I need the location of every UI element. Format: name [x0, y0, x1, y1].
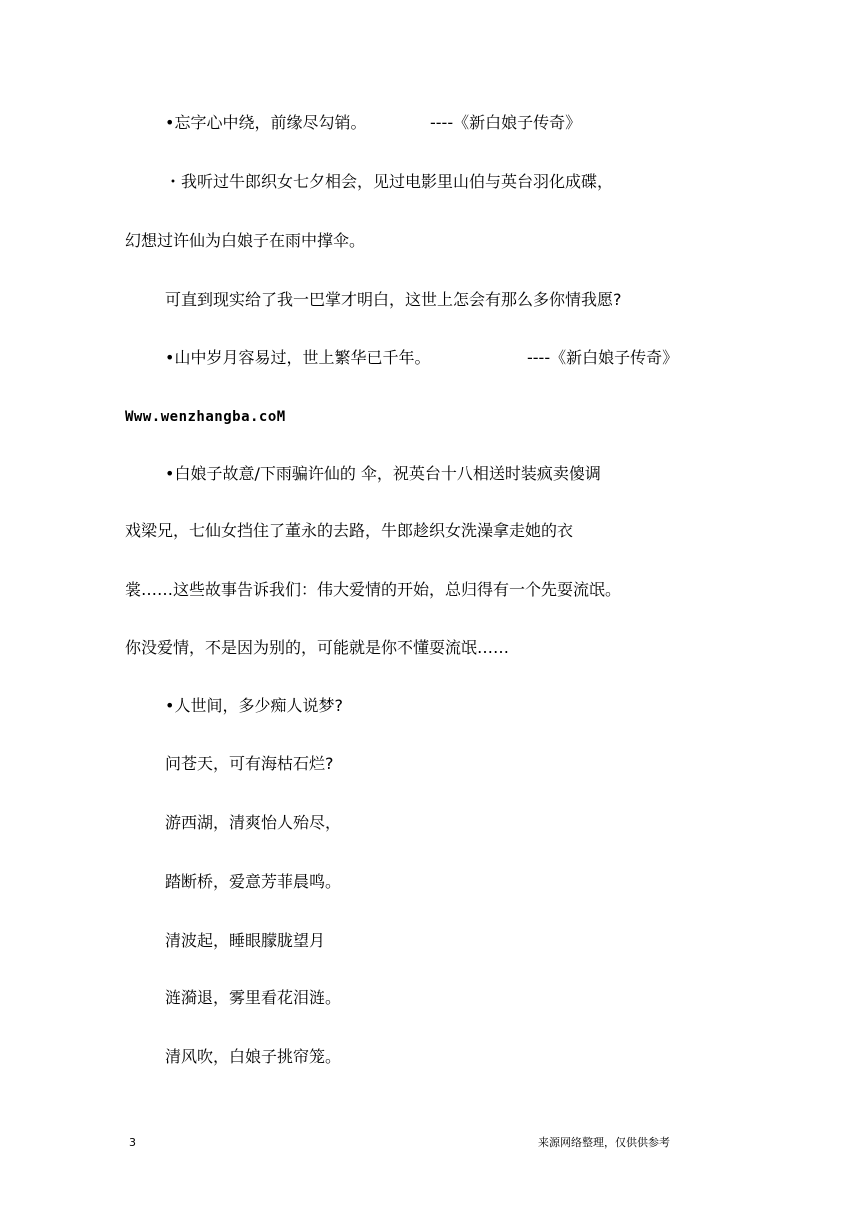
line-text: 问苍天，可有海枯石烂?: [165, 754, 334, 773]
line-text: ・我听过牛郎织女七夕相会，见过电影里山伯与英台羽化成碟，: [165, 172, 614, 191]
text-line: [165, 696, 343, 716]
text-line: [165, 172, 613, 192]
line-text: Www.wenzhangba.coM: [125, 409, 286, 425]
footer-note: 来源网络整理，仅供供参考: [538, 1136, 670, 1149]
line-text: •白娘子故意/下雨骗许仙的 伞，祝英台十八相送时装疯卖傻调: [165, 464, 601, 483]
text-line: [125, 521, 573, 541]
line-text: •人世间，多少痴人说梦?: [165, 696, 343, 715]
text-line: [125, 231, 365, 251]
line-text: 涟漪退，雾里看花泪涟。: [165, 988, 342, 1007]
text-line: [165, 754, 334, 774]
text-line: [165, 931, 325, 951]
line-text: •忘字心中绕，前缘尽勾销。: [165, 113, 367, 132]
line-text: 踏断桥，爱意芳菲晨鸣。: [165, 872, 342, 891]
text-line: [165, 348, 679, 368]
line-text: 裳……这些故事告诉我们：伟大爱情的开始，总归得有一个先耍流氓。: [125, 580, 622, 599]
citation: ----《新白娘子传奇》: [527, 348, 679, 367]
line-text: 你没爱情，不是因为别的，可能就是你不懂耍流氓……: [125, 638, 510, 657]
page-number: 3: [129, 1136, 136, 1149]
website-line: [125, 407, 286, 427]
text-line: [125, 638, 509, 658]
text-line: [165, 813, 341, 833]
text-line: [165, 113, 582, 133]
line-text: 可直到现实给了我一巴掌才明白，这世上怎会有那么多你情我愿?: [165, 290, 622, 309]
citation: ----《新白娘子传奇》: [430, 113, 582, 132]
text-line: [165, 1047, 341, 1067]
text-line: [165, 872, 341, 892]
text-line: [165, 464, 601, 484]
text-line: [165, 290, 622, 310]
line-text: •山中岁月容易过，世上繁华已千年。: [165, 348, 431, 367]
line-text: 清风吹，白娘子挑帘笼。: [165, 1047, 342, 1066]
text-line: [165, 988, 341, 1008]
line-text: 戏梁兄，七仙女挡住了董永的去路，牛郎趁织女洗澡拿走她的衣: [125, 521, 574, 540]
line-text: 清波起，睡眼朦胧望月: [165, 931, 326, 950]
line-text: 幻想过许仙为白娘子在雨中撑伞。: [125, 231, 366, 250]
line-text: 游西湖，清爽怡人殆尽，: [165, 813, 342, 832]
text-line: [125, 580, 621, 600]
